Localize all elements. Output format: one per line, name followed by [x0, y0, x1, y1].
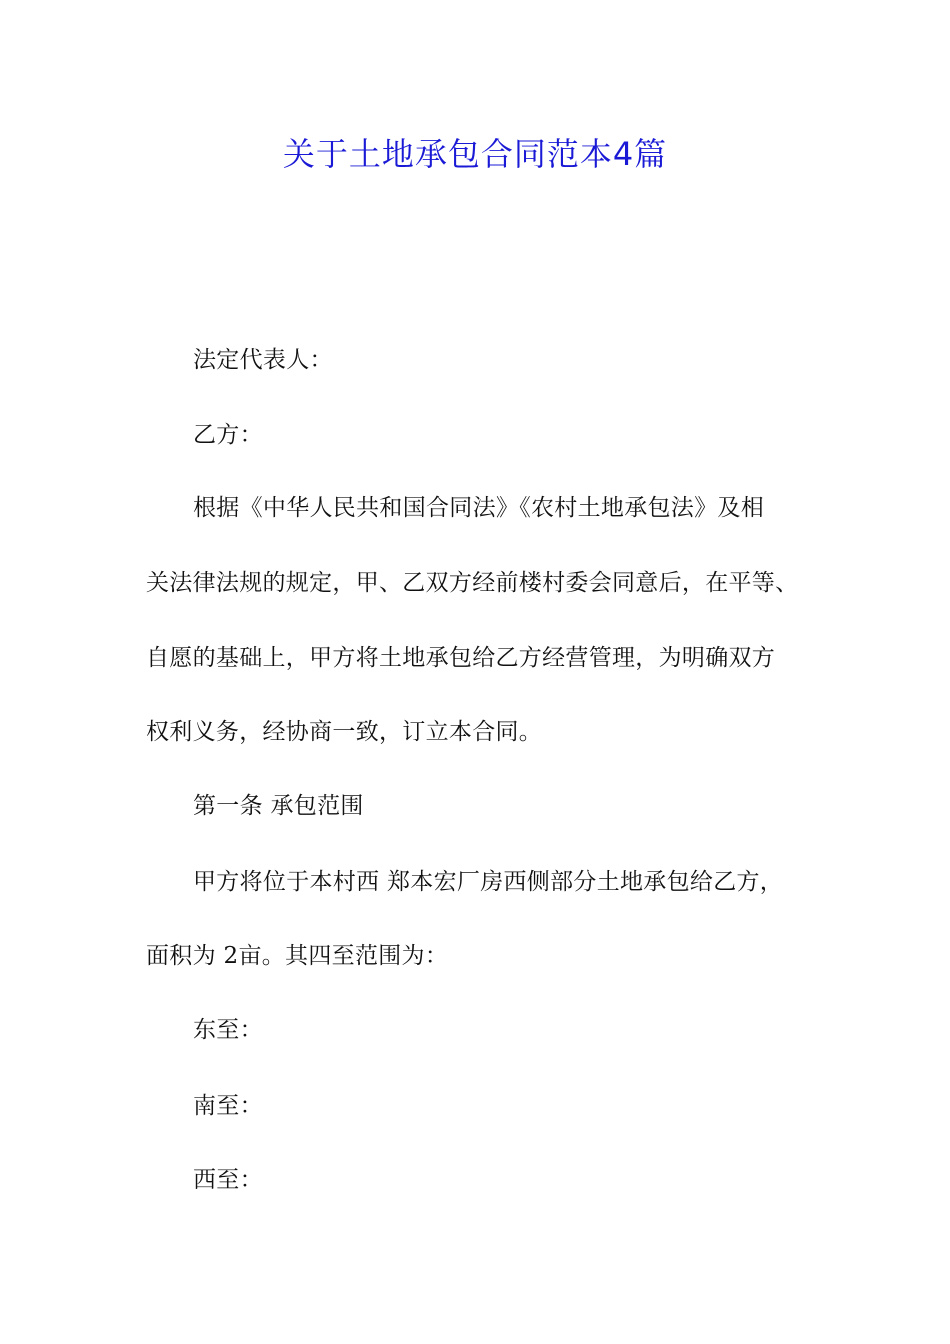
paragraph-line-scope-1: 甲方将位于本村西 郑本宏厂房西侧部分土地承包给乙方，: [193, 869, 784, 895]
boundary-east: 东至：: [193, 1017, 263, 1043]
paragraph-line-scope-2: 面积为 2亩。其四至范围为：: [146, 943, 449, 969]
paragraph-line-basis-3: 自愿的基础上，甲方将土地承包给乙方经营管理，为明确双方: [146, 645, 776, 671]
document-title: 关于土地承包合同范本4篇: [282, 135, 668, 173]
paragraph-line-basis-4: 权利义务，经协商一致，订立本合同。: [146, 719, 543, 745]
paragraph-line-basis-1: 根据《中华人民共和国合同法》《农村土地承包法》及相: [193, 495, 764, 521]
article-heading-1: 第一条 承包范围: [193, 793, 364, 819]
boundary-west: 西至：: [193, 1167, 263, 1193]
paragraph-line-party-b: 乙方：: [193, 422, 263, 448]
boundary-south: 南至：: [193, 1093, 263, 1119]
paragraph-line-basis-2: 关法律法规的规定，甲、乙双方经前楼村委会同意后，在平等、: [146, 570, 799, 596]
paragraph-line-legal-representative: 法定代表人：: [193, 347, 333, 373]
